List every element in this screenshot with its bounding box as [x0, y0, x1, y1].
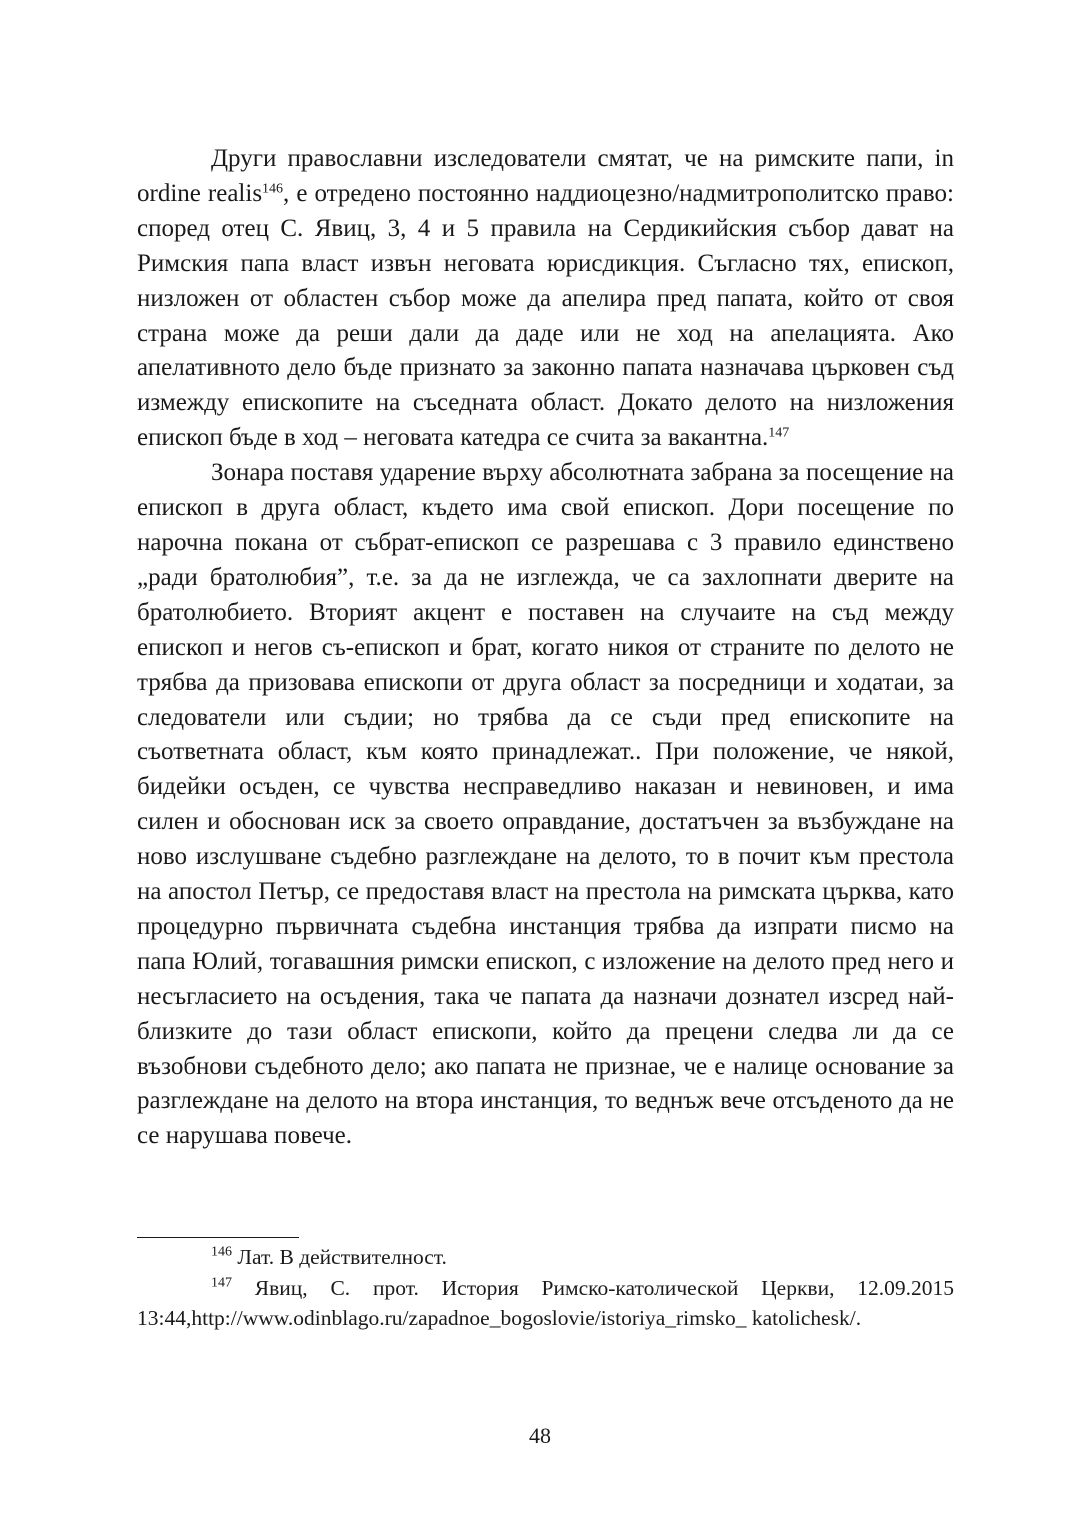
footnote-ref-147[interactable]: 147 [768, 425, 790, 441]
footnote-text: Лат. В действителност. [232, 1245, 447, 1269]
paragraph-1 [137, 142, 954, 456]
paragraph-1-text-start: Други православни изследователи смятат, че на римските папи, in ordine realis [137, 145, 954, 207]
footnote-147 [137, 1273, 954, 1334]
footnote-separator [137, 1237, 299, 1238]
footnote-number: 146 [211, 1244, 232, 1260]
footnote-146 [137, 1242, 954, 1273]
footnote-number: 147 [211, 1274, 232, 1290]
paragraph-1-text-end: , е отредено постоянно наддиоцезно/надмитрополитско право: според отец С. Явиц, 3, 4 и 5 правила на Сердикийския събор дават на Римския папа власт извън неговата юрисдикция. Съгласно тях, епископ, низложен от областен събор може да апелира пред папата, който от своя страна може да реши дали да даде или не ход на апелацията. Ако апелативното дело бъде признато за законно папата назначава църковен съд измежду епископите на съседната област. Докато делото на низложения епископ бъде в ход – неговата катедра се счита за вакантна. [137, 179, 954, 452]
main-text [137, 142, 954, 1154]
page-number: 48 [529, 1423, 551, 1448]
paragraph-2: Зонара поставя ударение върху абсолютната забрана за посещение на епископ в друга област, където има свой епископ. Дори посещение по нарочна покана от събрат-епископ се разрешава с 3 правило единствено „ради братолюбия”, т.е. за да не изглежда, че са захлопнати дверите на братолюбието. Вторият акцент е поставен на случаите на съд между епископ и негов съ-епископ и брат, когато никоя от страните по делото не трябва да призовава епископи от друга област за посредници и ходатаи, за следователи или съдии; но трябва да се съди пред епископите на съответната област, към която принадлежат.. При положение, че някой, бидейки осъден, се чувства несправедливо наказан и невиновен, и има силен и обоснован иск за своето оправдание, достатъчен за възбуждане на ново изслушване съдебно разглеждане на делото, то в почит към престола на апостол Петър, се предоставя власт на престола на римската църква, като процедурно първичната съдебна инстанция трябва да изпрати писмо на папа Юлий, тогавашния римски епископ, с изложение на делото пред него и несъгласието на осъдения, така че папата да назначи дознател изсред най-близките до тази област епископи, който да прецени следва ли да се възобнови съдебното дело; ако папата не признае, че е налице основание за разглеждане на делото на втора инстанция, то веднъж вече отсъденото да не се нарушава повече. [137, 459, 954, 1150]
footnotes [137, 1242, 954, 1334]
footnote-ref-146[interactable]: 146 [262, 181, 284, 197]
footnote-text: Явиц, С. прот. История Римско-католической Церкви, 12.09.2015 13:44,http://www.odinblago.ru/zapadnoe_bogoslovie/istoriya_rimsko_ katolichesk/. [137, 1275, 954, 1330]
